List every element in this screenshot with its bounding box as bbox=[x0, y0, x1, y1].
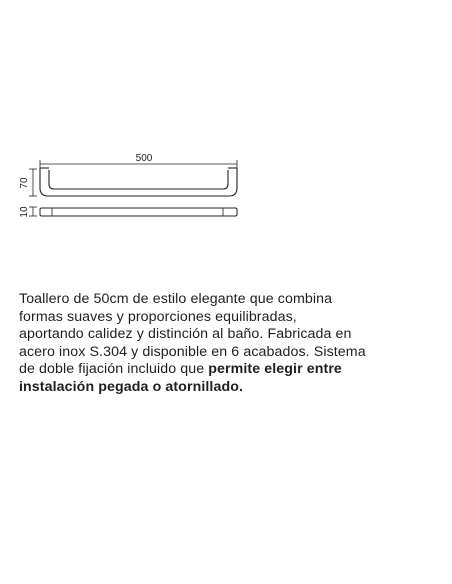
depth-dimension bbox=[29, 207, 37, 216]
width-label: 500 bbox=[135, 153, 153, 164]
description-text: de doble fijación incluido que bbox=[19, 361, 209, 378]
base-plate bbox=[40, 208, 237, 216]
description-bold: instalación pegada o atornillado. bbox=[19, 378, 244, 395]
height-label: 70 bbox=[19, 177, 30, 189]
towel-bar-profile bbox=[40, 168, 237, 196]
height-dimension bbox=[29, 169, 37, 196]
technical-drawing bbox=[0, 0, 452, 240]
product-description bbox=[19, 291, 439, 397]
description-line: aportando calidez y distinción al baño. Fabricada en bbox=[19, 326, 352, 343]
description-line bbox=[19, 361, 439, 379]
depth-label: 10 bbox=[19, 206, 30, 218]
description-line: acero inox S.304 y disponible en 6 acabados. Sistema bbox=[19, 343, 366, 360]
description-line: Toallero de 50cm de estilo elegante que combina bbox=[19, 291, 333, 307]
description-line bbox=[19, 379, 439, 397]
towel-bar-inner bbox=[49, 170, 228, 189]
description-line: formas suaves y proporciones equilibradas, bbox=[19, 308, 297, 325]
description-bold: permite elegir entre bbox=[208, 361, 342, 378]
